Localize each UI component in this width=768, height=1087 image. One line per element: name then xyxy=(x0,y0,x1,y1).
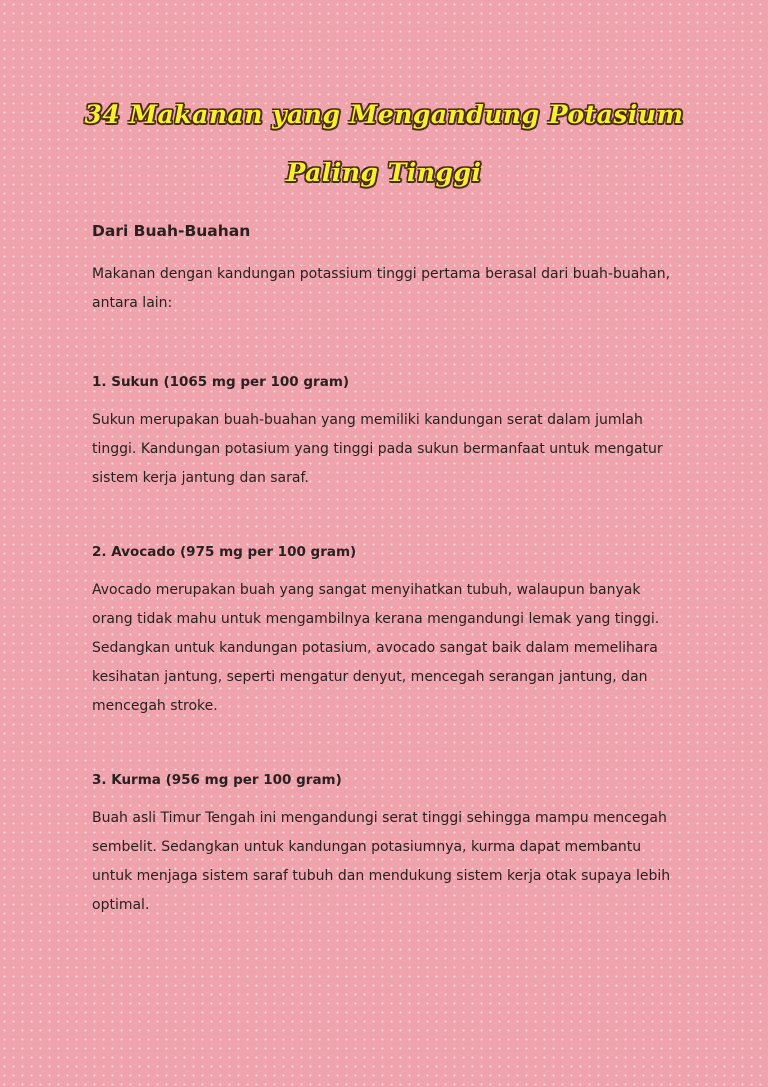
item-heading-sukun: 1. Sukun (1065 mg per 100 gram) xyxy=(92,374,350,390)
item-text-kurma: Buah asli Timur Tengah ini mengandungi serat tinggi sehingga mampu mencegah sembelit. Sedangkan untuk kandungan potasiumnya, kurma dapat membantu untuk menjaga sistem saraf tubuh dan mendukung sistem kerja otak supaya lebih optimal. xyxy=(92,810,671,913)
item-heading-kurma: 3. Kurma (956 mg per 100 gram) xyxy=(92,772,342,788)
item-heading-avocado: 2. Avocado (975 mg per 100 gram) xyxy=(92,544,357,560)
section-heading: Dari Buah-Buahan xyxy=(92,222,251,240)
item-text-sukun: Sukun merupakan buah-buahan yang memiliki kandungan serat dalam jumlah tinggi. Kandungan potasium yang tinggi pada sukun bermanfaat untuk mengatur sistem kerja jantung dan saraf. xyxy=(92,412,663,486)
page-title-line-1: 34 Makanan yang Mengandung Potasium xyxy=(84,100,684,129)
section-intro: Makanan dengan kandungan potassium tinggi pertama berasal dari buah-buahan, antara lain: xyxy=(92,266,671,311)
document-body xyxy=(92,218,682,920)
item-text-avocado: Avocado merupakan buah yang sangat menyihatkan tubuh, walaupun banyak orang tidak mahu untuk mengambilnya kerana mengandungi lemak yang tinggi. Sedangkan untuk kandungan potasium, avocado sangat baik dalam memelihara kesihatan jantung, seperti mengatur denyut, mencegah serangan jantung, dan mencegah stroke. xyxy=(92,582,660,714)
page-title-line-2: Paling Tinggi xyxy=(286,158,482,187)
